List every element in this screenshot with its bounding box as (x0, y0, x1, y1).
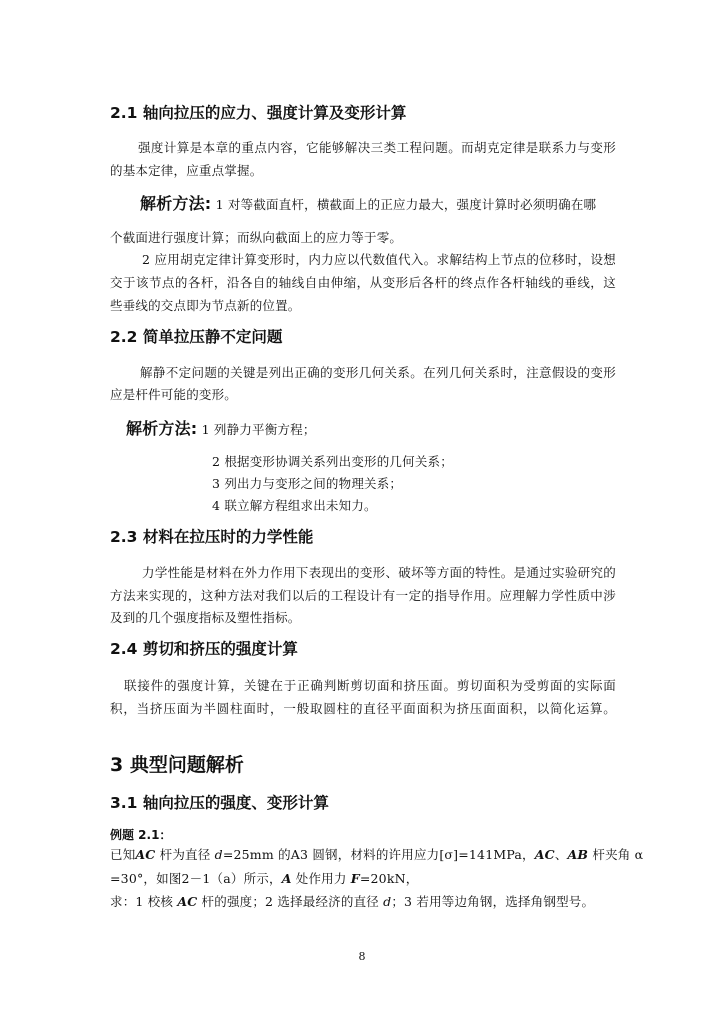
method-step-1: 1 列静力平衡方程； (201, 422, 316, 437)
symbol-f: F (350, 871, 360, 886)
section-2-3-title: 2.3 材料在拉压时的力学性能 (110, 528, 314, 546)
method-text: 1 对等截面直杆，横截面上的正应力最大，强度计算时必须明确在哪 (215, 197, 597, 212)
symbol-ab: AB (567, 847, 589, 862)
section-2-4-title: 2.4 剪切和挤压的强度计算 (110, 640, 298, 658)
sec-2-1-method-line-2: 个截面进行强度计算；而纵向截面上的应力等于零。 (110, 230, 403, 245)
example-text: 杆夹角 α (588, 847, 644, 862)
sec-2-4-para-line-2: 积，当挤压面为半圆柱面时，一般取圆柱的直径平面面积为挤压面面积，以简化运算。 (110, 701, 616, 716)
sec-2-1-method2-line-3: 些垂线的交点即为节点新的位置。 (110, 298, 301, 313)
example-line-2 (110, 870, 616, 888)
page-number: 8 (358, 950, 366, 963)
sec-2-2-para-line-2: 应是杆件可能的变形。 (110, 387, 238, 402)
sec-2-2-para-line-1: 解静不定问题的关键是列出正确的变形几何关系。在列几何关系时，注意假设的变形 (140, 365, 616, 380)
example-text: =30°，如图2－1（a）所示， (110, 871, 282, 886)
method-label: 解析方法: (126, 419, 198, 438)
sec-2-1-method-line-1 (140, 193, 616, 216)
example-text: 杆的强度；2 选择最经济的直径 (197, 894, 384, 909)
example-text: =20kN， (359, 871, 419, 886)
example-text: ；3 若用等边角钢，选择角钢型号。 (391, 894, 595, 909)
section-3-1-title: 3.1 轴向拉压的强度、变形计算 (110, 794, 329, 812)
method-step-4: 4 联立解方程组求出未知力。 (212, 498, 377, 513)
example-line-3 (110, 893, 616, 911)
section-2-2-title: 2.2 简单拉压静不定问题 (110, 328, 283, 346)
example-text: 、 (554, 847, 568, 862)
sec-2-2-method-line-1 (126, 418, 616, 441)
symbol-ac: AC (135, 847, 156, 862)
sec-2-3-para-line-1: 力学性能是材料在外力作用下表现出的变形、破坏等方面的特性。是通过实验研究的 (142, 565, 616, 580)
symbol-d: d (383, 894, 392, 909)
symbol-a: A (281, 871, 292, 886)
example-label: 例题 2.1： (110, 828, 172, 842)
sec-2-1-method2-line-1: 2 应用胡克定律计算变形时，内力应以代数值代入。求解结构上节点的位移时，设想 (142, 252, 616, 267)
sec-2-3-para-line-3: 及到的几个强度指标及塑性指标。 (110, 610, 301, 625)
sec-2-3-para-line-2: 方法来实现的，这种方法对我们以后的工程设计有一定的指导作用。应理解力学性质中涉 (110, 588, 616, 603)
method-step-2: 2 根据变形协调关系列出变形的几何关系； (212, 454, 453, 469)
symbol-ac: AC (534, 847, 555, 862)
symbol-d: d (214, 847, 223, 862)
method-step-3: 3 列出力与变形之间的物理关系； (212, 476, 403, 491)
example-text: 处作用力 (291, 871, 351, 886)
example-text: 杆为直径 (155, 847, 215, 862)
example-text: 已知 (110, 847, 136, 862)
example-line-1 (110, 846, 644, 864)
section-2-1-title: 2.1 轴向拉压的应力、强度计算及变形计算 (110, 104, 407, 122)
sec-2-4-para-line-1: 联接件的强度计算，关键在于正确判断剪切面和挤压面。剪切面积为受剪面的实际面 (124, 678, 616, 693)
chapter-3-title: 3 典型问题解析 (110, 754, 244, 776)
method-label: 解析方法: (140, 194, 212, 213)
example-text: 求：1 校核 (110, 894, 178, 909)
example-text: =25mm 的A3 圆钢，材料的许用应力[σ]=141MPa， (222, 847, 535, 862)
sec-2-1-method2-line-2: 交于该节点的各杆，沿各自的轴线自由伸缩，从变形后各杆的终点作各杆轴线的垂线，这 (110, 275, 616, 290)
symbol-ac: AC (177, 894, 198, 909)
sec-2-1-para-line-1: 强度计算是本章的重点内容，它能够解决三类工程问题。而胡克定律是联系力与变形 (138, 140, 616, 155)
sec-2-1-para-line-2: 的基本定律，应重点掌握。 (110, 163, 263, 178)
